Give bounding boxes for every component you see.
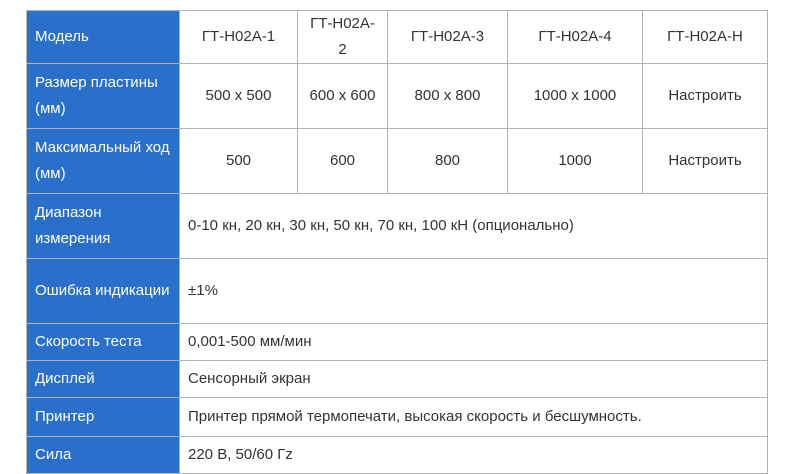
plate-size-cell: 600 x 600 bbox=[298, 64, 388, 129]
max-stroke-cell: 1000 bbox=[508, 129, 643, 194]
max-stroke-cell: Настроить bbox=[643, 129, 768, 194]
table-row-power bbox=[27, 437, 768, 474]
model-cell: ГТ-H02A-1 bbox=[180, 11, 298, 64]
table-row-speed bbox=[27, 324, 768, 361]
model-cell: ГТ-H02A-Н bbox=[643, 11, 768, 64]
speed-value: 0,001-500 мм/мин bbox=[180, 324, 768, 361]
model-cell: ГТ-H02A-2 bbox=[298, 11, 388, 64]
table-row-plate-size bbox=[27, 64, 768, 129]
printer-value: Принтер прямой термопечати, высокая скорость и бесшумность. bbox=[180, 398, 768, 437]
table-row-range bbox=[27, 194, 768, 259]
range-value: 0-10 кн, 20 кн, 30 кн, 50 кн, 70 кн, 100 кН (опционально) bbox=[180, 194, 768, 259]
row-label-plate-size: Размер пластины (мм) bbox=[27, 64, 180, 129]
table-row-printer bbox=[27, 398, 768, 437]
plate-size-cell: 1000 x 1000 bbox=[508, 64, 643, 129]
row-label-error: Ошибка индикации bbox=[27, 259, 180, 324]
plate-size-cell: Настроить bbox=[643, 64, 768, 129]
row-label-display: Дисплей bbox=[27, 361, 180, 398]
row-label-max-stroke: Максимальный ход (мм) bbox=[27, 129, 180, 194]
row-label-speed: Скорость теста bbox=[27, 324, 180, 361]
row-label-power: Сила bbox=[27, 437, 180, 474]
plate-size-cell: 500 x 500 bbox=[180, 64, 298, 129]
power-value: 220 В, 50/60 Гz bbox=[180, 437, 768, 474]
model-cell: ГТ-H02A-4 bbox=[508, 11, 643, 64]
spec-table bbox=[26, 10, 768, 474]
max-stroke-cell: 600 bbox=[298, 129, 388, 194]
max-stroke-cell: 500 bbox=[180, 129, 298, 194]
error-value: ±1% bbox=[180, 259, 768, 324]
row-label-model: Модель bbox=[27, 11, 180, 64]
display-value: Сенсорный экран bbox=[180, 361, 768, 398]
table-row-display bbox=[27, 361, 768, 398]
model-cell: ГТ-H02A-3 bbox=[388, 11, 508, 64]
table-row-error bbox=[27, 259, 768, 324]
row-label-printer: Принтер bbox=[27, 398, 180, 437]
table-row-model bbox=[27, 11, 768, 64]
table-row-max-stroke bbox=[27, 129, 768, 194]
plate-size-cell: 800 x 800 bbox=[388, 64, 508, 129]
max-stroke-cell: 800 bbox=[388, 129, 508, 194]
row-label-range: Диапазон измерения bbox=[27, 194, 180, 259]
